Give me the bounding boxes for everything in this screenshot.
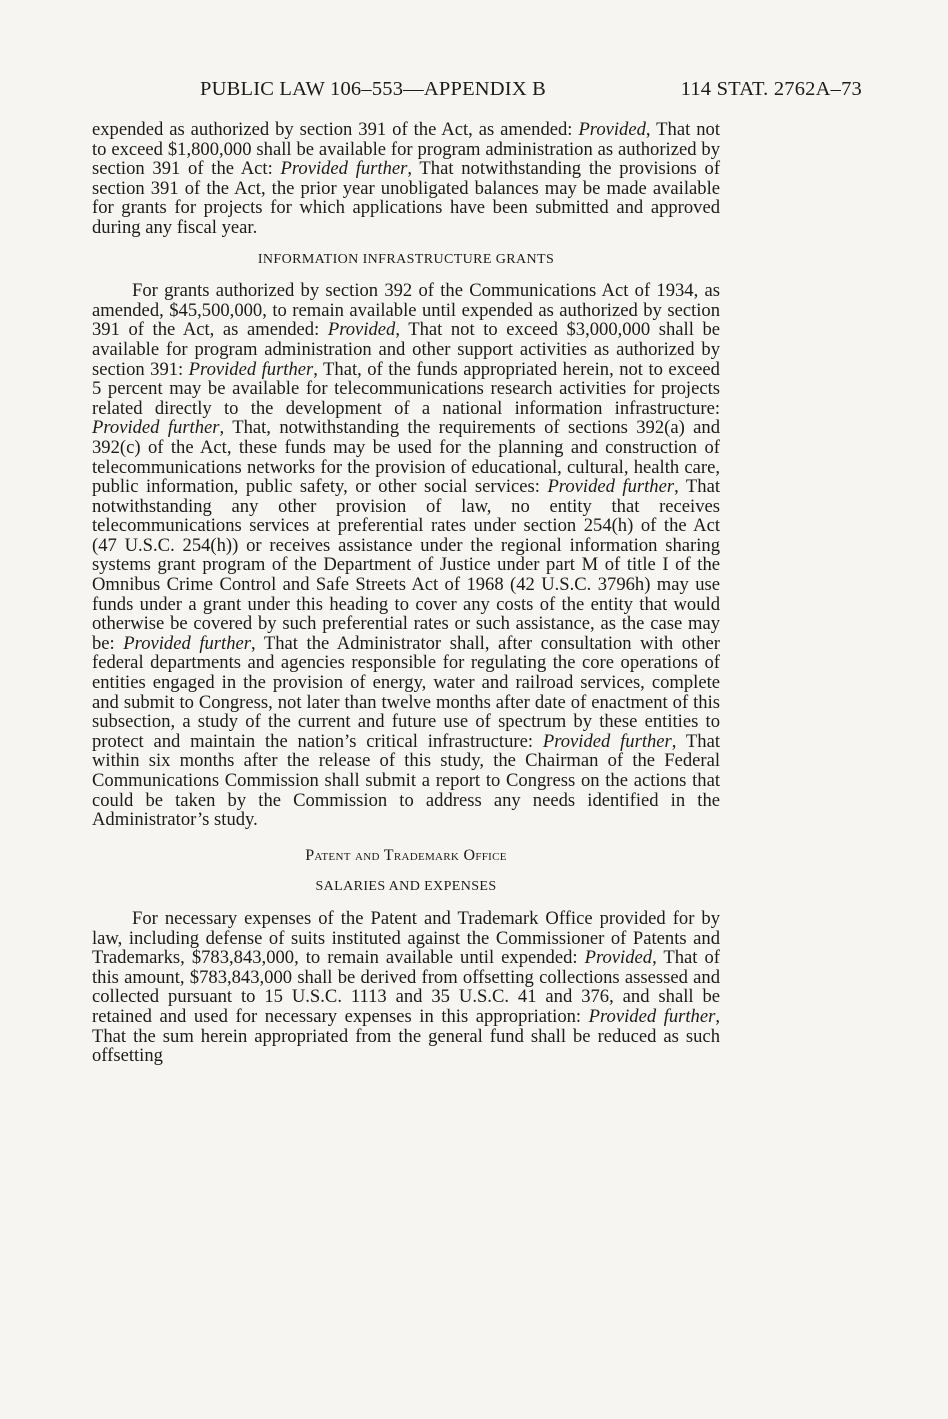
- italic-run: Provided further: [188, 358, 314, 380]
- italic-run: Provided: [584, 947, 653, 969]
- text-run: , That of this amount, $783,843,000 shall be derived from offsetting collections assessed and collected pursuant to 15 U.S.C. 1113 and 35 U.S.C. 41 and 376, and shall be retained and used for necessary expenses in this appropriation:: [92, 947, 720, 1027]
- italic-run: Provided further: [92, 417, 220, 439]
- italic-run: Provided further: [280, 158, 408, 180]
- text-run: , That not to exceed $1,800,000 shall be available for program administration as authorized by section 391 of the Act:: [92, 119, 720, 180]
- header-stat-citation: 114 STAT. 2762A–73: [680, 78, 862, 100]
- header-title: PUBLIC LAW 106–553—APPENDIX B: [200, 78, 547, 100]
- italic-run: Provided further: [542, 730, 672, 752]
- italic-run: Provided further: [547, 476, 675, 498]
- paragraph-continuation: [92, 120, 720, 238]
- section-heading-information-infrastructure-grants: INFORMATION INFRASTRUCTURE GRANTS: [257, 251, 555, 267]
- paragraph-information-infrastructure-grants: [92, 281, 720, 830]
- text-run: , That within six months after the release of this study, the Chairman of the Federal Communications Commission shall submit a report to Congress on the actions that could be taken by the Commission to address any needs identified in the Administrator’s study.: [92, 730, 721, 831]
- text-run: , That the Administrator shall, after consultation with other federal departments and agencies responsible for regulating the core operations of entities engaged in the provision of energy, water and railroad services, complete and submit to Congress, not later than twelve months after date of enactment of this subsection, a study of the current and future use of spectrum by these entities to protect and maintain the nation’s critical infrastructure:: [92, 632, 720, 752]
- text-run: , That not to exceed $3,000,000 shall be available for program administration and other support activities as authorized by section 391:: [92, 319, 720, 380]
- italic-run: Provided: [327, 319, 396, 341]
- text-run: , That, notwithstanding the requirements of sections 392(a) and 392(c) of the Act, these funds may be used for the planning and construction of telecommunications networks for the provision of educational, cultural, health care, public information, public safety, or other social services:: [92, 417, 721, 498]
- running-header: [92, 70, 862, 106]
- text-run: , That notwithstanding any other provision of law, no entity that receives telecommunications services at preferential rates under section 254(h) of the Act (47 U.S.C. 254(h)) or receives assistance under the regional information sharing systems grant program of the Department of Justice under part M of title I of the Omnibus Crime Control and Safe Streets Act of 1968 (42 U.S.C. 3796h) may use funds under a grant under this heading to cover any costs of the entity that would otherwise be covered by such preferential rates or such assistance, as the case may be:: [92, 476, 720, 654]
- document-body: [92, 120, 720, 1066]
- text-run: For necessary expenses of the Patent and Trademark Office provided for by law, including defense of suits instituted against the Commissioner of Patents and Trademarks, $783,843,000, to remain available until expended:: [92, 907, 720, 969]
- office-heading-patent-and-trademark-office: Patent and Trademark Office: [305, 846, 507, 864]
- text-run: , That notwithstanding the provisions of section 391 of the Act, the prior year unobligated balances may be made available for grants for projects for which applications have been submitted and approved during any fiscal year.: [92, 158, 721, 238]
- italic-run: Provided further: [588, 1005, 716, 1027]
- italic-run: Provided: [578, 119, 646, 140]
- text-run: For grants authorized by section 392 of the Communications Act of 1934, as amended, $45,500,000, to remain available until expended as authorized by section 391 of the Act, as amended:: [92, 280, 720, 341]
- section-heading-salaries-and-expenses: SALARIES AND EXPENSES: [315, 879, 497, 895]
- text-run: , That, of the funds appropriated herein, not to exceed 5 percent may be available for telecommunications research activities for projects related directly to the development of a national information infrastructure:: [92, 358, 720, 419]
- document-page: [92, 70, 862, 1400]
- text-run: expended as authorized by section 391 of the Act, as amended:: [92, 119, 579, 140]
- italic-run: Provided further: [123, 632, 251, 654]
- text-run: , That the sum herein appropriated from the general fund shall be reduced as such offsetting: [92, 1005, 720, 1067]
- paragraph-salaries-and-expenses: [92, 909, 720, 1066]
